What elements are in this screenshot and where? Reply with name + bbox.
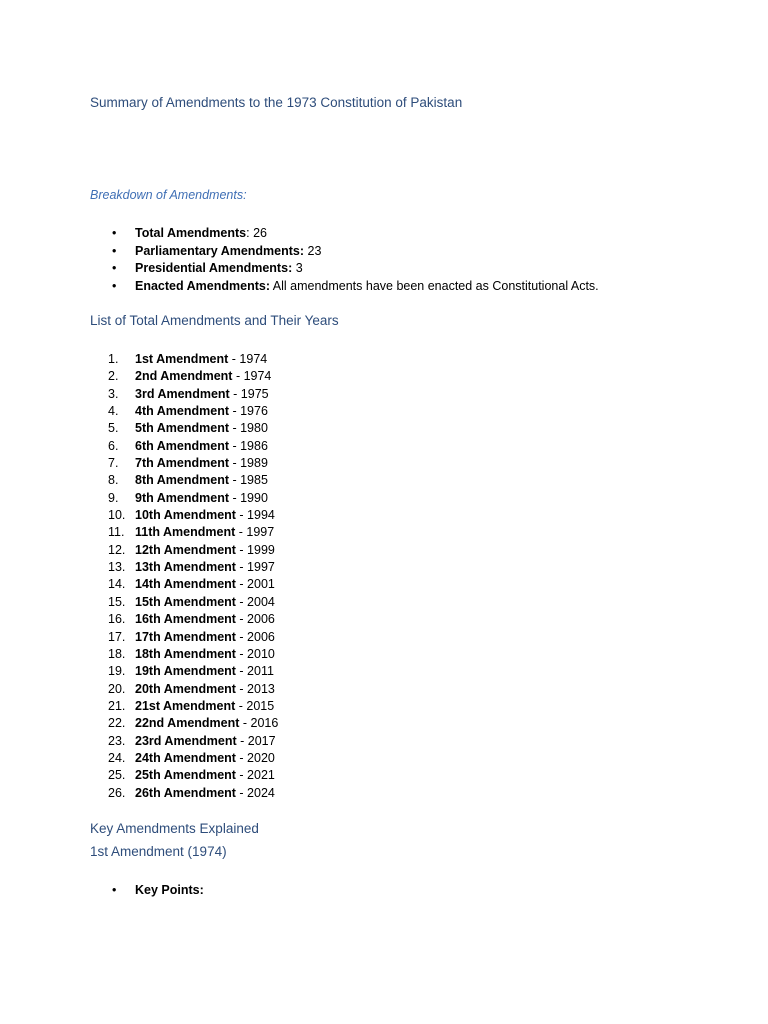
item-number: 14. — [108, 577, 126, 592]
item-number: 24. — [108, 750, 126, 765]
key-points-list — [110, 882, 204, 900]
list-item — [108, 611, 278, 628]
page-title: Summary of Amendments to the 1973 Constitution of Pakistan — [90, 95, 463, 110]
list-item — [110, 225, 599, 243]
item-number: 5. — [108, 421, 119, 436]
item-number: 20. — [108, 681, 126, 696]
bullet-icon: • — [112, 261, 117, 275]
list-item — [108, 663, 278, 680]
item-number: 6. — [108, 438, 119, 453]
amendment-name: 24th Amendment — [135, 750, 236, 765]
item-number: 19. — [108, 664, 126, 679]
amendment-year: - 1974 — [232, 369, 272, 384]
list-item — [108, 750, 278, 767]
list-item — [108, 386, 278, 403]
amendment-name: 13th Amendment — [135, 560, 236, 575]
list-item — [110, 260, 599, 278]
list-item — [108, 403, 278, 420]
amendment-name: 12th Amendment — [135, 542, 236, 557]
list-item — [108, 715, 278, 732]
amendment-name: 2nd Amendment — [135, 369, 233, 384]
list-item — [108, 438, 278, 455]
amendment-year: - 1976 — [229, 404, 268, 419]
amendment-year: - 2016 — [239, 716, 279, 731]
first-amendment-subheading: 1st Amendment (1974) — [90, 844, 227, 859]
amendment-year: - 2011 — [235, 664, 274, 679]
amendment-name: 1st Amendment — [135, 352, 229, 366]
amendment-name: 3rd Amendment — [135, 386, 230, 401]
list-item — [110, 882, 204, 900]
amendment-name: 17th Amendment — [135, 629, 236, 644]
item-number: 8. — [108, 473, 119, 488]
amendment-year: - 1975 — [229, 386, 269, 401]
item-number: 15. — [108, 594, 126, 609]
amendment-name: 7th Amendment — [135, 456, 229, 471]
amendment-name: 14th Amendment — [135, 577, 236, 592]
amendment-year: - 1980 — [229, 421, 268, 436]
amendment-year: - 2020 — [235, 750, 275, 765]
amendment-year: - 1999 — [235, 542, 275, 557]
item-number: 9. — [108, 490, 119, 505]
item-number: 4. — [108, 404, 119, 419]
item-number: 13. — [108, 560, 126, 575]
amendment-year: - 2017 — [236, 733, 276, 748]
item-number: 10. — [108, 508, 126, 523]
amendment-name: 6th Amendment — [135, 438, 229, 453]
list-item — [110, 278, 599, 296]
item-number: 25. — [108, 768, 126, 783]
amendment-year: - 1997 — [235, 560, 275, 575]
amendment-year: - 1974 — [228, 352, 268, 366]
amendment-year: - 2006 — [235, 612, 275, 627]
amendment-year: - 2010 — [235, 646, 275, 661]
item-number: 22. — [108, 716, 126, 731]
amendment-year: - 1989 — [229, 456, 268, 471]
list-item — [108, 420, 278, 437]
item-number: 23. — [108, 733, 126, 748]
amendment-name: 21st Amendment — [135, 698, 236, 713]
item-colon: : — [299, 243, 305, 258]
amendment-name: 18th Amendment — [135, 646, 236, 661]
amendment-name: 11th Amendment — [135, 525, 236, 540]
list-item — [108, 490, 278, 507]
item-number: 7. — [108, 456, 119, 471]
amendment-name: 26th Amendment — [135, 785, 236, 800]
item-number: 3. — [108, 386, 119, 401]
list-item — [108, 507, 278, 524]
amendment-name: 8th Amendment — [135, 473, 229, 488]
amendment-year: - 1986 — [229, 438, 268, 453]
amendment-name: 10th Amendment — [135, 508, 236, 523]
amendment-name: 25th Amendment — [135, 768, 236, 783]
item-number: 21. — [108, 698, 126, 713]
amendment-name: 22nd Amendment — [135, 716, 240, 731]
item-label: Parliamentary Amendments — [135, 243, 300, 258]
item-label: Total Amendments — [135, 226, 247, 240]
list-item — [108, 733, 278, 750]
amendment-year: - 2021 — [235, 768, 275, 783]
breakdown-heading: Breakdown of Amendments: — [90, 188, 247, 202]
list-item — [108, 785, 278, 802]
key-amendments-heading: Key Amendments Explained — [90, 821, 259, 836]
list-item — [108, 559, 278, 576]
item-value: All amendments have been enacted as Constitutional Acts. — [269, 278, 599, 293]
item-value: 26 — [249, 226, 267, 240]
amendment-year: - 2001 — [235, 577, 275, 592]
item-colon: : — [246, 226, 250, 240]
bullet-icon: • — [112, 226, 117, 240]
amendment-year: - 2004 — [235, 594, 275, 609]
amendment-name: 4th Amendment — [135, 404, 229, 419]
amendment-name: 23rd Amendment — [135, 733, 237, 748]
list-item — [108, 524, 278, 541]
item-label: Enacted Amendments: — [135, 278, 270, 293]
list-item — [108, 698, 278, 715]
amendment-year: - 1997 — [235, 525, 275, 540]
list-item — [108, 368, 278, 385]
list-item — [108, 542, 278, 559]
list-section-heading: List of Total Amendments and Their Years — [90, 313, 339, 328]
list-item — [108, 472, 278, 489]
amendment-year: - 2013 — [235, 681, 275, 696]
item-number: 1. — [108, 352, 119, 366]
item-number: 16. — [108, 612, 126, 627]
amendment-year: - 2006 — [235, 629, 275, 644]
bullet-icon: • — [112, 883, 117, 897]
item-number: 11. — [108, 525, 125, 540]
item-number: 12. — [108, 542, 126, 557]
bullet-icon: • — [112, 243, 117, 258]
bullet-icon: • — [112, 278, 117, 293]
amendment-year: - 1985 — [229, 473, 268, 488]
amendment-year: - 2024 — [235, 785, 275, 800]
list-item — [108, 767, 278, 784]
list-item — [108, 646, 278, 663]
amendment-name: 9th Amendment — [135, 490, 229, 505]
item-number: 26. — [108, 785, 126, 800]
list-item — [108, 629, 278, 646]
list-item — [108, 576, 278, 593]
item-number: 18. — [108, 646, 126, 661]
item-colon: : — [288, 261, 293, 275]
list-item — [108, 681, 278, 698]
breakdown-list — [110, 225, 599, 295]
item-label: Presidential Amendments — [135, 261, 289, 275]
key-points-label: Key Points: — [135, 883, 204, 897]
item-value: 23 — [304, 243, 322, 258]
amendment-name: 15th Amendment — [135, 594, 236, 609]
list-item — [108, 594, 278, 611]
item-number: 2. — [108, 369, 119, 384]
amendment-name: 16th Amendment — [135, 612, 236, 627]
amendment-year: - 1994 — [235, 508, 275, 523]
item-number: 17. — [108, 629, 126, 644]
amendment-year: - 1990 — [229, 490, 268, 505]
amendment-name: 5th Amendment — [135, 421, 229, 436]
amendment-name: 19th Amendment — [135, 664, 236, 679]
list-item — [108, 351, 278, 368]
amendment-year: - 2015 — [235, 698, 275, 713]
list-item — [110, 243, 599, 261]
amendment-list — [108, 351, 278, 802]
list-item — [108, 455, 278, 472]
amendment-name: 20th Amendment — [135, 681, 236, 696]
item-value: 3 — [292, 261, 303, 275]
